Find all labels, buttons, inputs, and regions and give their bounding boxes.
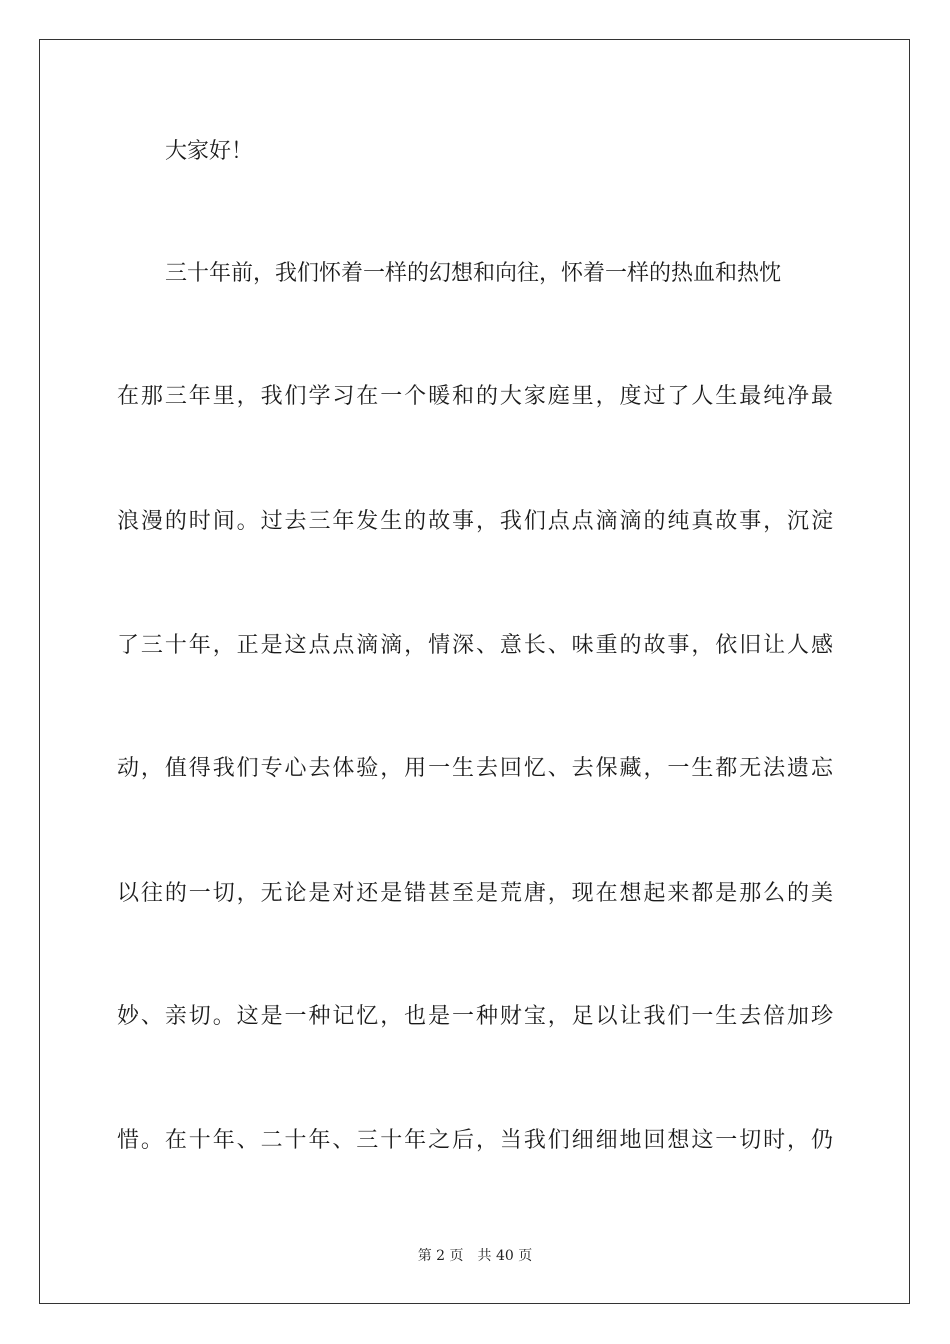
body-line-2: 在那三年里，我们学习在一个暖和的大家庭里，度过了人生最纯净最 — [117, 384, 833, 409]
body-line-4: 了三十年，正是这点点滴滴，情深、意长、味重的故事，依旧让人感 — [117, 633, 833, 658]
body-line-1: 三十年前，我们怀着一样的幻想和向往，怀着一样的热血和热忱 — [165, 261, 782, 286]
page-footer — [0, 1246, 950, 1266]
body-line-3: 浪漫的时间。过去三年发生的故事，我们点点滴滴的纯真故事，沉淀 — [117, 509, 833, 534]
page-border — [39, 39, 910, 1304]
body-line-7: 妙、亲切。这是一种记忆，也是一种财宝，足以让我们一生去倍加珍 — [117, 1004, 833, 1029]
body-line-8: 惜。在十年、二十年、三十年之后，当我们细细地回想这一切时，仍 — [117, 1128, 833, 1153]
body-line-6: 以往的一切，无论是对还是错甚至是荒唐，现在想起来都是那么的美 — [117, 881, 833, 906]
page-total: 共 40 页 — [477, 1248, 533, 1264]
page-number: 第 2 页 — [417, 1248, 464, 1264]
body-line-5: 动，值得我们专心去体验，用一生去回忆、去保藏，一生都无法遗忘 — [117, 756, 833, 781]
greeting-line: 大家好！ — [165, 139, 254, 164]
